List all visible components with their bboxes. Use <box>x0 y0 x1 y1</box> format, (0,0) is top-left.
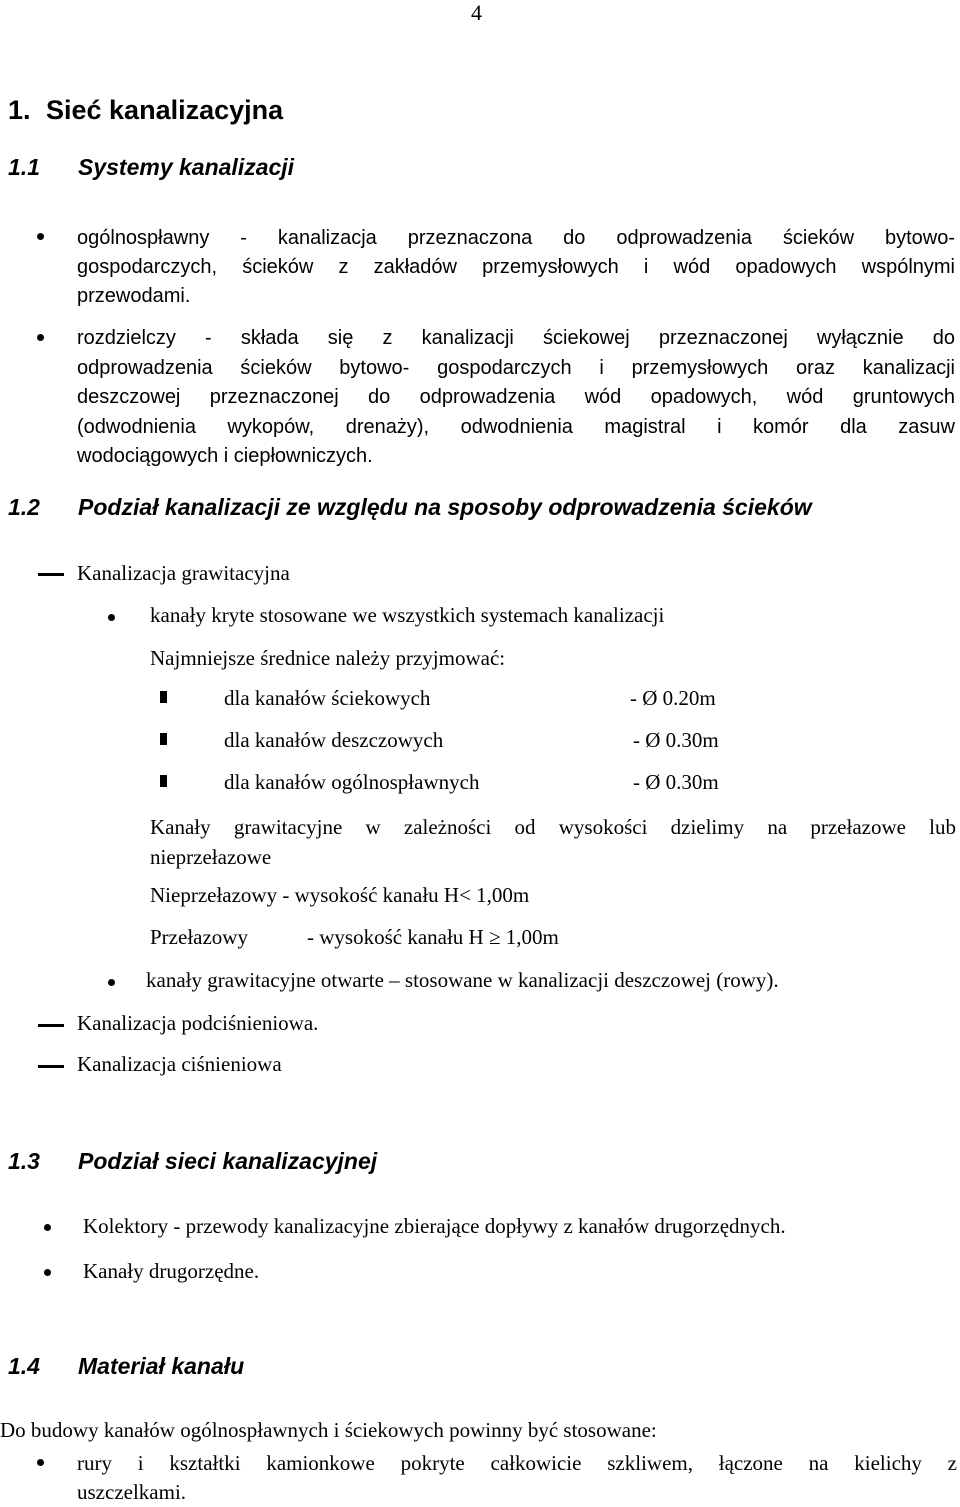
dash-icon <box>38 573 64 576</box>
bullet-icon <box>44 1269 51 1276</box>
section-title: Materiał kanału <box>78 1353 245 1379</box>
bullet-icon <box>108 979 115 986</box>
text-line: rury i kształtki kamionkowe pokryte całkowicie szkliwem, łączone na kielichy z <box>77 1451 957 1475</box>
section-title: Podział sieci kanalizacyjnej <box>78 1148 378 1174</box>
collectors-text: Kolektory - przewody kanalizacyjne zbierające dopływy z kanałów drugorzędnych. <box>83 1214 786 1238</box>
square-bullet-icon <box>160 691 167 703</box>
diameter-value: - Ø 0.30m <box>633 728 719 752</box>
open-channels-text: kanały grawitacyjne otwarte – stosowane w kanalizacji deszczowej (rowy). <box>146 968 779 992</box>
min-diameter-text: Najmniejsze średnice należy przyjmować: <box>150 646 506 670</box>
text-line: uszczelkami. <box>77 1480 187 1504</box>
text-line: przewodami. <box>77 285 191 307</box>
text-line: ogólnospławny - kanalizacja przeznaczona do odprowadzenia ścieków bytowo- <box>77 227 955 249</box>
section-number: 1.4 <box>8 1353 40 1379</box>
section-1-3-heading <box>8 1148 377 1175</box>
chapter-title: Sieć kanalizacyjna <box>46 95 284 125</box>
diameter-value: - Ø 0.30m <box>633 770 719 794</box>
text-line: deszczowej przeznaczonej do odprowadzenia wód opadowych, wód gruntowych <box>77 386 955 408</box>
diameter-label: dla kanałów deszczowych <box>224 728 444 752</box>
materials-intro-text: Do budowy kanałów ogólnospławnych i ściekowych powinny być stosowane: <box>0 1418 657 1442</box>
bullet-combined-sewer <box>77 224 955 311</box>
square-bullet-icon <box>160 733 167 745</box>
section-number: 1.1 <box>8 154 40 180</box>
walkable-label: Przełazowy <box>150 925 248 949</box>
section-1-2-heading <box>8 494 812 521</box>
section-1-1-heading <box>8 154 294 181</box>
non-walkable-text: Nieprzełazowy - wysokość kanału H< 1,00m <box>150 883 530 907</box>
pressure-sewer-label: Kanalizacja ciśnieniowa <box>77 1052 282 1076</box>
square-bullet-icon <box>160 775 167 787</box>
chapter-number: 1. <box>8 95 31 125</box>
covered-channels-text: kanały kryte stosowane we wszystkich systemach kanalizacji <box>150 603 665 627</box>
section-1-4-heading <box>8 1353 244 1380</box>
section-number: 1.2 <box>8 494 40 520</box>
bullet-icon <box>37 1459 44 1466</box>
dash-icon <box>38 1024 64 1027</box>
diameter-value: - Ø 0.20m <box>630 686 716 710</box>
section-title: Systemy kanalizacji <box>78 154 295 180</box>
bullet-icon <box>37 334 44 341</box>
text-line: odprowadzenia ścieków bytowo- gospodarczych i przemysłowych oraz kanalizacji <box>77 356 955 379</box>
dash-icon <box>38 1065 64 1068</box>
text-line: rozdzielczy - składa się z kanalizacji ściekowej przeznaczonej wyłącznie do <box>77 327 955 349</box>
page-number: 4 <box>471 0 482 25</box>
text-line: wodociągowych i ciepłowniczych. <box>77 445 373 467</box>
section-title: Podział kanalizacji ze względu na sposoby odprowadzenia ścieków <box>78 494 812 520</box>
secondary-channels-text: Kanały drugorzędne. <box>83 1259 260 1283</box>
diameter-label: dla kanałów ściekowych <box>224 686 431 710</box>
bullet-icon <box>37 233 44 240</box>
diameter-label: dla kanałów ogólnospławnych <box>224 770 480 794</box>
chapter-heading <box>8 95 283 126</box>
text-line: (odwodnienia wykopów, drenaży), odwodnienia magistral i komór dla zasuw <box>77 415 955 438</box>
bullet-separate-sewer <box>77 324 955 472</box>
bullet-icon <box>108 614 115 621</box>
text-line: nieprzełazowe <box>150 845 272 869</box>
walkable-value: - wysokość kanału H ≥ 1,00m <box>307 925 559 949</box>
text-line: Kanały grawitacyjne w zależności od wysokości dzielimy na przełazowe lub <box>150 815 956 839</box>
vacuum-sewer-label: Kanalizacja podciśnieniowa. <box>77 1011 319 1035</box>
bullet-icon <box>44 1224 51 1231</box>
stoneware-pipes-paragraph <box>77 1449 957 1507</box>
text-line: gospodarczych, ścieków z zakładów przemysłowych i wód opadowych wspólnymi <box>77 256 955 278</box>
gravity-sewer-label: Kanalizacja grawitacyjna <box>77 561 290 585</box>
walkable-division-paragraph <box>150 812 956 872</box>
section-number: 1.3 <box>8 1148 40 1174</box>
